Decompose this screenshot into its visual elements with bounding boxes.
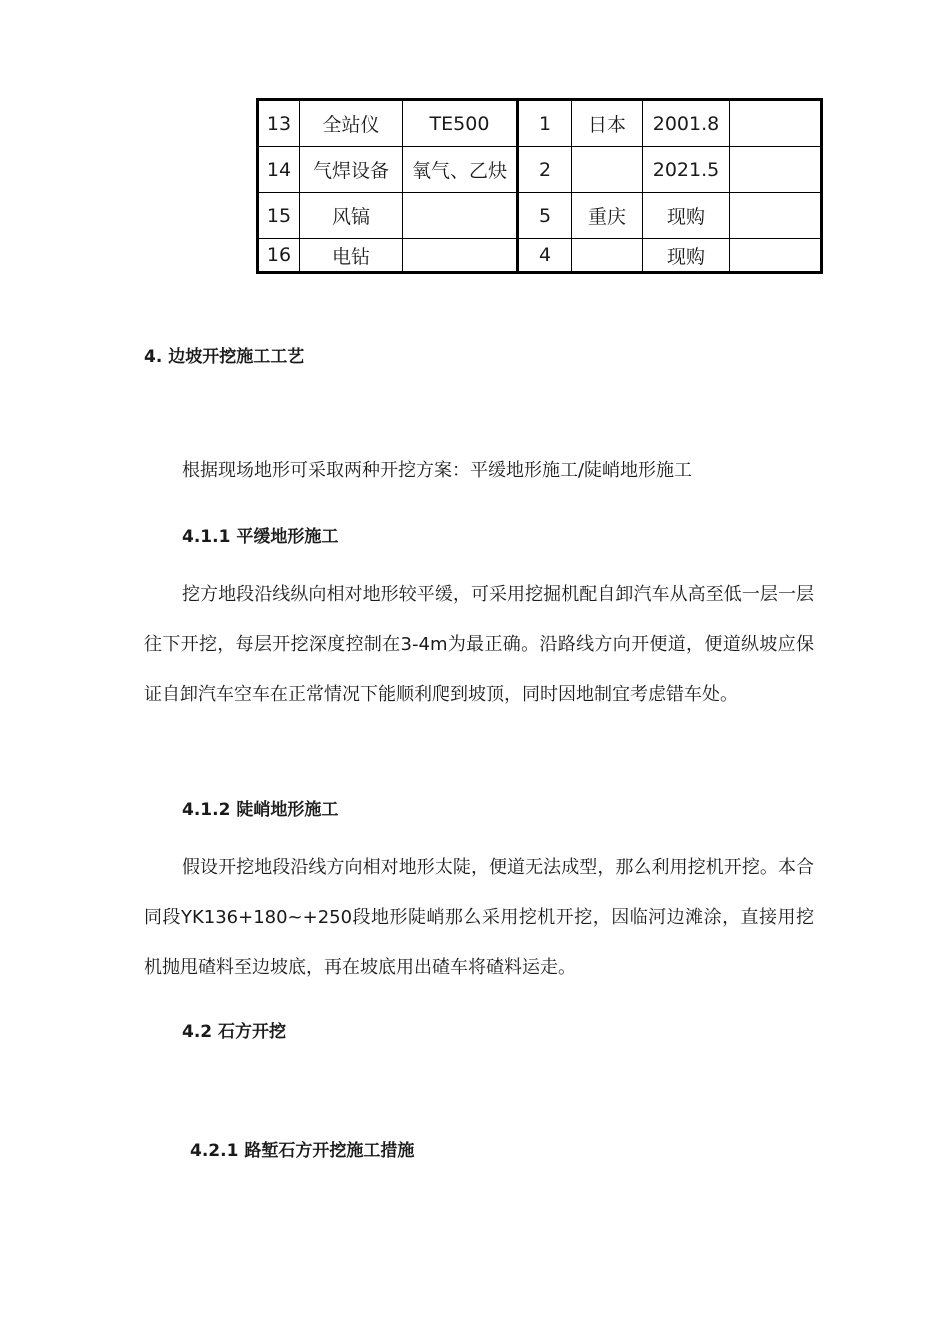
cell-remark <box>730 193 822 239</box>
cell-no: 14 <box>258 147 300 193</box>
table-row <box>258 193 822 239</box>
table-row <box>258 100 822 147</box>
cell-model: 氧气、乙炔 <box>403 147 518 193</box>
table-row <box>258 239 822 273</box>
cell-date: 2001.8 <box>643 100 730 147</box>
cell-date: 2021.5 <box>643 147 730 193</box>
section-heading-4-1-2: 4.1.2 陡峭地形施工 <box>182 800 339 820</box>
cell-model <box>403 239 518 273</box>
cell-no: 16 <box>258 239 300 273</box>
cell-name: 电钻 <box>300 239 403 273</box>
cell-model: TE500 <box>403 100 518 147</box>
paragraph-4-1-2: 假设开挖地段沿线方向相对地形太陡，便道无法成型，那么利用挖机开挖。本合同段YK136+180~+250段地形陡峭那么采用挖机开挖，因临河边滩涂，直接用挖机抛甩碴料至边坡底，再在坡底用出碴车将碴料运走。 <box>144 857 814 978</box>
section-heading-4-1-1: 4.1.1 平缓地形施工 <box>182 527 339 547</box>
cell-origin <box>572 147 643 193</box>
cell-name: 气焊设备 <box>300 147 403 193</box>
intro-paragraph: 根据现场地形可采取两种开挖方案：平缓地形施工/陡峭地形施工 <box>182 460 693 481</box>
cell-no: 15 <box>258 193 300 239</box>
cell-name: 风镐 <box>300 193 403 239</box>
cell-qty: 1 <box>518 100 572 147</box>
cell-origin: 重庆 <box>572 193 643 239</box>
cell-remark <box>730 147 822 193</box>
section-heading-4: 4. 边坡开挖施工工艺 <box>144 347 305 367</box>
cell-qty: 5 <box>518 193 572 239</box>
equipment-table <box>256 98 823 274</box>
cell-date: 现购 <box>643 193 730 239</box>
cell-remark <box>730 100 822 147</box>
section-heading-4-2-1: 4.2.1 路堑石方开挖施工措施 <box>190 1141 415 1161</box>
cell-model <box>403 193 518 239</box>
cell-no: 13 <box>258 100 300 147</box>
cell-date: 现购 <box>643 239 730 273</box>
cell-qty: 2 <box>518 147 572 193</box>
paragraph-4-1-1: 挖方地段沿线纵向相对地形较平缓，可采用挖掘机配自卸汽车从高至低一层一层往下开挖，每层开挖深度控制在3-4m为最正确。沿路线方向开便道，便道纵坡应保证自卸汽车空车在正常情况下能顺利爬到坡顶，同时因地制宜考虑错车处。 <box>144 584 814 705</box>
cell-remark <box>730 239 822 273</box>
cell-qty: 4 <box>518 239 572 273</box>
cell-name: 全站仪 <box>300 100 403 147</box>
cell-origin <box>572 239 643 273</box>
table-row <box>258 147 822 193</box>
section-heading-4-2: 4.2 石方开挖 <box>182 1022 287 1042</box>
cell-origin: 日本 <box>572 100 643 147</box>
